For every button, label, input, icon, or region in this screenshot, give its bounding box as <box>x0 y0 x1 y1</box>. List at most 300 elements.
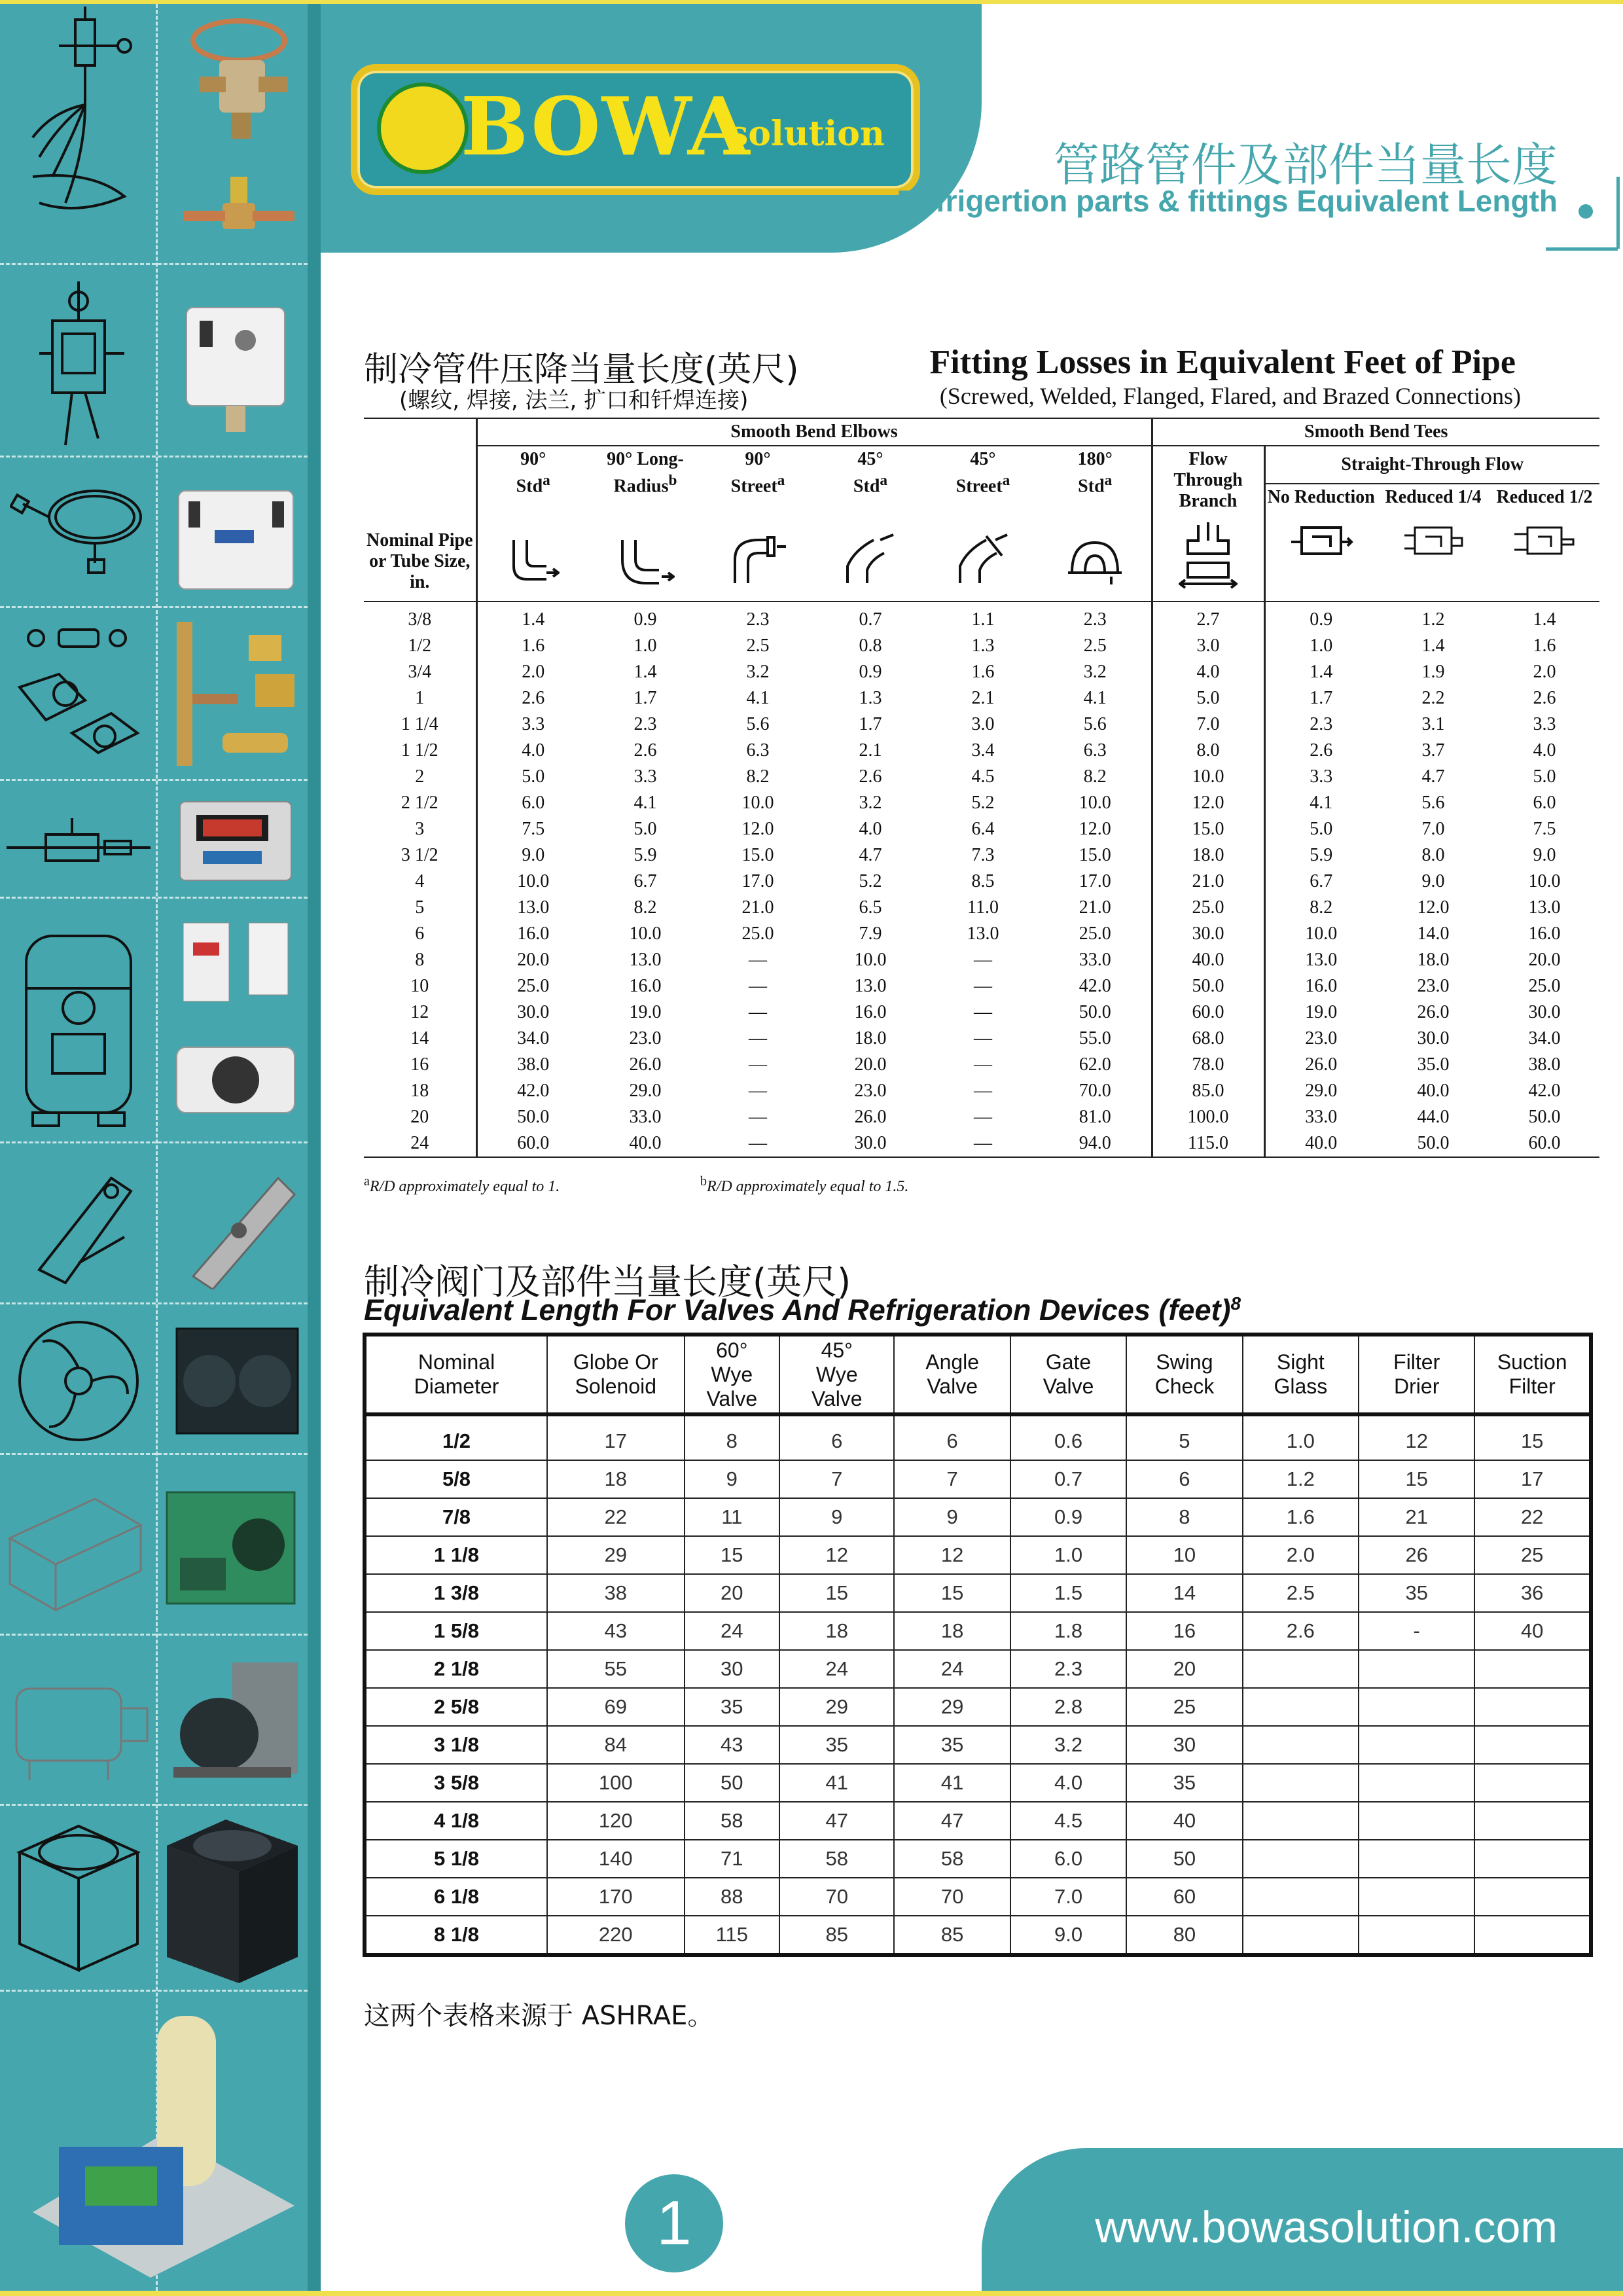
metal-hinge-photo <box>173 1158 298 1289</box>
value-cell: 8.2 <box>746 766 770 787</box>
value-cell: — <box>749 976 767 996</box>
pressure-switch-drawing <box>26 281 131 452</box>
elbow-45-std-icon <box>841 533 900 586</box>
valves-col-header: Globe Or Solenoid <box>547 1335 684 1414</box>
value-cell <box>1243 1726 1359 1764</box>
value-cell: 17.0 <box>741 871 774 891</box>
value-cell: 1.6 <box>1533 636 1556 656</box>
air-handler-drawing <box>3 1486 147 1617</box>
value-cell: — <box>974 1002 992 1022</box>
value-cell: 21.0 <box>1152 869 1264 895</box>
footnote-b: $^b$R/D approximately equal to 1.5. <box>700 1174 909 1195</box>
value-cell: 30.0 <box>1528 1002 1561 1022</box>
fittings-subtitle-en: (Screwed, Welded, Flanged, Flared, and Brazed Connections) <box>939 383 1521 409</box>
value-cell: 25.0 <box>741 924 774 944</box>
value-cell: 5.2 <box>971 793 995 813</box>
value-cell: 30 <box>685 1650 780 1688</box>
value-cell: 0.6 <box>1010 1414 1126 1460</box>
value-cell: 23.0 <box>854 1081 887 1101</box>
value-cell: 2.2 <box>1421 688 1445 708</box>
value-cell: 4.0 <box>859 819 882 839</box>
value-cell: 1.3 <box>859 688 882 708</box>
value-cell: 120 <box>547 1802 684 1840</box>
value-cell <box>1243 1802 1359 1840</box>
value-cell: 20 <box>685 1574 780 1612</box>
value-cell: 1.6 <box>476 633 589 659</box>
value-cell: 220 <box>547 1916 684 1955</box>
group-straight-through-flow: Straight-Through Flow <box>1264 446 1599 484</box>
value-cell: 40.0 <box>1264 1130 1377 1157</box>
diameter-cell: 6 1/8 <box>365 1878 547 1916</box>
value-cell: 12.0 <box>1079 819 1111 839</box>
value-cell: — <box>749 1107 767 1127</box>
value-cell: 58 <box>685 1802 780 1840</box>
thermal-expansion-valve-photo <box>180 14 298 145</box>
corner-decoration <box>1546 247 1618 251</box>
value-cell: 20 <box>1126 1650 1242 1688</box>
value-cell: 2.6 <box>1533 688 1556 708</box>
size-cell: 8 <box>415 950 425 970</box>
outdoor-unit-drawing <box>7 1813 144 1977</box>
diameter-cell: 5 1/8 <box>365 1840 547 1878</box>
value-cell: 10 <box>1126 1536 1242 1574</box>
value-cell: 60.0 <box>1152 999 1264 1026</box>
value-cell: 13.0 <box>1264 947 1377 973</box>
sidebar-edge <box>308 4 321 2291</box>
value-cell: 19.0 <box>1264 999 1377 1026</box>
value-cell: 2.8 <box>1010 1688 1126 1726</box>
table-row <box>364 895 1599 921</box>
size-cell: 3/4 <box>408 662 432 682</box>
value-cell: - <box>1359 1612 1474 1650</box>
value-cell: 47 <box>894 1802 1010 1840</box>
value-cell: 58 <box>779 1840 894 1878</box>
value-cell: 1.4 <box>476 601 589 633</box>
value-cell: 4.5 <box>971 766 995 787</box>
value-cell: 40.0 <box>629 1133 662 1153</box>
logo-text: BOWA <box>461 79 751 173</box>
value-cell: 40 <box>1126 1802 1242 1840</box>
value-cell: 70.0 <box>1079 1081 1111 1101</box>
condenser-coil-photo <box>173 1322 301 1440</box>
value-cell: 25.0 <box>1152 895 1264 921</box>
value-cell: 6 <box>779 1414 894 1460</box>
table-row <box>364 738 1599 764</box>
valves-col-header: 60° Wye Valve <box>685 1335 780 1414</box>
value-cell: 1.4 <box>1421 636 1445 656</box>
footnote-a: $^a$R/D approximately equal to 1. <box>364 1174 560 1195</box>
value-cell: 12 <box>894 1536 1010 1574</box>
table-row <box>364 1130 1599 1157</box>
elbow-90-std-icon <box>507 533 560 586</box>
value-cell: 2.5 <box>746 636 770 656</box>
value-cell: 22 <box>547 1498 684 1536</box>
value-cell: 15 <box>779 1574 894 1612</box>
value-cell: 9.0 <box>1010 1916 1126 1955</box>
value-cell <box>1243 1840 1359 1878</box>
value-cell: 42.0 <box>1079 976 1111 996</box>
value-cell <box>1474 1726 1591 1764</box>
value-cell: 11.0 <box>967 897 999 918</box>
value-cell: 11 <box>685 1498 780 1536</box>
diameter-cell: 4 1/8 <box>365 1802 547 1840</box>
tee-no-reduction-icon <box>1289 521 1354 560</box>
sidebar-divider <box>0 779 308 781</box>
value-cell: 100.0 <box>1152 1104 1264 1130</box>
value-cell: 42.0 <box>476 1078 589 1104</box>
col-45-std: 45° Std$^a$ <box>814 446 927 601</box>
size-cell: 6 <box>415 924 425 944</box>
value-cell: 1.7 <box>859 714 882 734</box>
value-cell: 22 <box>1474 1498 1591 1536</box>
value-cell: 3.4 <box>971 740 995 761</box>
value-cell: 19.0 <box>629 1002 662 1022</box>
value-cell: 13.0 <box>629 950 662 970</box>
value-cell: — <box>749 1133 767 1153</box>
group-smooth-bend-elbows: Smooth Bend Elbows <box>476 418 1152 446</box>
tee-reduced-half-icon <box>1512 521 1577 560</box>
value-cell: 1.2 <box>1243 1460 1359 1498</box>
col-reduced-half: Reduced 1/2 <box>1489 484 1599 601</box>
value-cell: 55 <box>547 1650 684 1688</box>
table-row <box>364 973 1599 999</box>
value-cell: 35 <box>685 1688 780 1726</box>
value-cell: 35 <box>1359 1574 1474 1612</box>
value-cell: 68.0 <box>1152 1026 1264 1052</box>
value-cell: 78.0 <box>1152 1052 1264 1078</box>
value-cell: 18.0 <box>854 1028 887 1049</box>
valves-col-header: Swing Check <box>1126 1335 1242 1414</box>
size-cell: 1 1/2 <box>401 740 438 761</box>
value-cell <box>1359 1650 1474 1688</box>
value-cell: 1.4 <box>1264 659 1377 685</box>
value-cell: 70 <box>894 1878 1010 1916</box>
size-cell: 3 1/2 <box>401 845 438 865</box>
value-cell: 33.0 <box>1264 1104 1377 1130</box>
source-note: 这两个表格来源于 ASHRAE。 <box>364 2001 714 2031</box>
value-cell: — <box>749 1028 767 1049</box>
value-cell: 6.4 <box>971 819 995 839</box>
value-cell: 2.3 <box>1010 1650 1126 1688</box>
valves-col-header: Angle Valve <box>894 1335 1010 1414</box>
value-cell: 16.0 <box>476 921 589 947</box>
value-cell: — <box>974 1107 992 1127</box>
tee-branch-flow-icon <box>1179 521 1238 593</box>
diameter-cell: 5/8 <box>365 1460 547 1498</box>
value-cell: 5.0 <box>633 819 657 839</box>
value-cell: 14 <box>1126 1574 1242 1612</box>
value-cell: 10.0 <box>476 869 589 895</box>
value-cell: 140 <box>547 1840 684 1878</box>
value-cell: 12.0 <box>1152 790 1264 816</box>
value-cell: 6.7 <box>633 871 657 891</box>
value-cell: 5.6 <box>1083 714 1107 734</box>
value-cell: 8.2 <box>1083 766 1107 787</box>
value-cell: 9 <box>894 1498 1010 1536</box>
valves-col-header: Gate Valve <box>1010 1335 1126 1414</box>
table-row <box>365 1878 1591 1916</box>
value-cell: 12.0 <box>1417 897 1450 918</box>
value-cell: 0.9 <box>1264 601 1377 633</box>
value-cell <box>1243 1916 1359 1955</box>
value-cell: 35 <box>779 1726 894 1764</box>
value-cell: 15 <box>1359 1460 1474 1498</box>
value-cell: 6.5 <box>859 897 882 918</box>
value-cell: 33.0 <box>629 1107 662 1127</box>
valves-title-cn: 制冷阀门及部件当量长度(英尺) <box>364 1261 851 1302</box>
value-cell: 81.0 <box>1079 1107 1111 1127</box>
table-row <box>364 633 1599 659</box>
value-cell: 34.0 <box>1528 1028 1561 1049</box>
page-number: 1 <box>625 2174 723 2272</box>
valves-col-header: Suction Filter <box>1474 1335 1591 1414</box>
col-180-std: 180° Std$^a$ <box>1039 446 1152 601</box>
value-cell: 1.0 <box>1264 633 1377 659</box>
value-cell <box>1359 1916 1474 1955</box>
value-cell: 4.0 <box>476 738 589 764</box>
value-cell: 41 <box>894 1764 1010 1802</box>
value-cell: 40.0 <box>1152 947 1264 973</box>
value-cell: 84 <box>547 1726 684 1764</box>
size-cell: 4 <box>415 871 425 891</box>
table-row <box>365 1498 1591 1536</box>
value-cell <box>1474 1878 1591 1916</box>
valves-table-header <box>365 1335 1591 1414</box>
fittings-title-cn: 制冷管件压降当量长度(英尺) <box>364 350 799 389</box>
value-cell <box>1243 1764 1359 1802</box>
value-cell: 4.1 <box>746 688 770 708</box>
size-cell: 1 1/4 <box>401 714 438 734</box>
elbow-90-long-icon <box>616 533 675 586</box>
value-cell: 60.0 <box>476 1130 589 1157</box>
value-cell: 30 <box>1126 1726 1242 1764</box>
value-cell: 1.7 <box>1264 685 1377 711</box>
value-cell: 1.0 <box>1243 1414 1359 1460</box>
value-cell: 3.2 <box>1010 1726 1126 1764</box>
value-cell: 8.0 <box>1152 738 1264 764</box>
value-cell: 15 <box>894 1574 1010 1612</box>
sidebar-divider <box>0 456 308 457</box>
condensing-unit-photo <box>160 1479 301 1620</box>
value-cell: 4.1 <box>633 793 657 813</box>
value-cell: 25 <box>1474 1536 1591 1574</box>
value-cell: 15.0 <box>1079 845 1111 865</box>
size-cell: 1 <box>415 688 425 708</box>
value-cell: 0.7 <box>1010 1460 1126 1498</box>
value-cell: 4.0 <box>1152 659 1264 685</box>
value-cell: 58 <box>894 1840 1010 1878</box>
size-cell: 12 <box>410 1002 429 1022</box>
table-row <box>365 1612 1591 1650</box>
value-cell: 29 <box>547 1536 684 1574</box>
value-cell: 3.3 <box>633 766 657 787</box>
value-cell <box>1474 1916 1591 1955</box>
fittings-table <box>364 418 1599 1158</box>
table-row <box>365 1688 1591 1726</box>
value-cell: 50.0 <box>476 1104 589 1130</box>
value-cell: 5.0 <box>1533 766 1556 787</box>
value-cell: 2.1 <box>971 688 995 708</box>
value-cell: — <box>974 1133 992 1153</box>
value-cell: 16 <box>1126 1612 1242 1650</box>
valves-title-en: Equivalent Length For Valves And Refrigeration Devices (feet)$^8$ <box>364 1293 1241 1327</box>
value-cell: — <box>749 1081 767 1101</box>
value-cell: 4.0 <box>1533 740 1556 761</box>
chiller-unit-photo <box>160 1806 301 1983</box>
value-cell: 6.0 <box>1010 1840 1126 1878</box>
value-cell: 10.0 <box>1264 921 1377 947</box>
value-cell: 38.0 <box>1528 1054 1561 1075</box>
value-cell: 5.0 <box>476 764 589 790</box>
value-cell: 2.3 <box>1083 609 1107 630</box>
value-cell: 7.0 <box>1152 711 1264 738</box>
value-cell: 7.0 <box>1421 819 1445 839</box>
value-cell: 17.0 <box>1079 871 1111 891</box>
value-cell: 1.0 <box>633 636 657 656</box>
value-cell <box>1474 1764 1591 1802</box>
value-cell: 2.3 <box>746 609 770 630</box>
value-cell: 5.2 <box>859 871 882 891</box>
table-row <box>364 921 1599 947</box>
value-cell: 6 <box>1126 1460 1242 1498</box>
value-cell <box>1243 1688 1359 1726</box>
value-cell: 23.0 <box>1264 1026 1377 1052</box>
valves-col-header: 45° Wye Valve <box>779 1335 894 1414</box>
value-cell: 71 <box>685 1840 780 1878</box>
value-cell <box>1474 1688 1591 1726</box>
value-cell: 2.7 <box>1152 601 1264 633</box>
value-cell: 8.2 <box>633 897 657 918</box>
ball-valve-drawing <box>7 812 151 877</box>
value-cell: 1.4 <box>1533 609 1556 630</box>
value-cell: 21 <box>1359 1498 1474 1536</box>
table-row <box>364 1026 1599 1052</box>
diameter-cell: 2 1/8 <box>365 1650 547 1688</box>
value-cell: 35 <box>1126 1764 1242 1802</box>
sidebar-divider <box>0 606 308 608</box>
value-cell: 3.0 <box>1152 633 1264 659</box>
value-cell: 2.0 <box>476 659 589 685</box>
value-cell: 10.0 <box>629 924 662 944</box>
value-cell: 0.9 <box>633 609 657 630</box>
value-cell: 2.3 <box>1264 711 1377 738</box>
table-row <box>364 764 1599 790</box>
table-row <box>365 1764 1591 1802</box>
value-cell: 36 <box>1474 1574 1591 1612</box>
value-cell: 3.0 <box>971 714 995 734</box>
value-cell: — <box>974 1054 992 1075</box>
value-cell: 115 <box>685 1916 780 1955</box>
value-cell: 55.0 <box>1079 1028 1111 1049</box>
col-no-reduction: No Reduction <box>1264 484 1377 601</box>
value-cell: 10.0 <box>854 950 887 970</box>
value-cell <box>1474 1650 1591 1688</box>
value-cell: 40 <box>1474 1612 1591 1650</box>
value-cell: 23.0 <box>1417 976 1450 996</box>
table-row <box>365 1574 1591 1612</box>
value-cell: 10.0 <box>1528 871 1561 891</box>
value-cell: 1.8 <box>1010 1612 1126 1650</box>
value-cell: 18 <box>779 1612 894 1650</box>
value-cell: 7.5 <box>1533 819 1556 839</box>
table-row <box>364 816 1599 842</box>
sidebar-divider <box>0 897 308 899</box>
website-url: www.bowasolution.com <box>1095 2202 1558 2252</box>
value-cell: 4.5 <box>1010 1802 1126 1840</box>
table-row <box>364 1052 1599 1078</box>
value-cell: 25 <box>1126 1688 1242 1726</box>
value-cell: — <box>974 950 992 970</box>
value-cell: 9 <box>779 1498 894 1536</box>
value-cell: 50 <box>1126 1840 1242 1878</box>
value-cell: 13.0 <box>967 924 999 944</box>
value-cell: 7.0 <box>1010 1878 1126 1916</box>
fittings-title-en: Fitting Losses in Equivalent Feet of Pipe <box>929 344 1516 381</box>
pressure-control-photo <box>180 301 291 439</box>
sidebar-divider <box>0 1990 308 1992</box>
value-cell: 47 <box>779 1802 894 1840</box>
value-cell: 26.0 <box>1264 1052 1377 1078</box>
table-row <box>364 842 1599 869</box>
value-cell: 15 <box>685 1536 780 1574</box>
sidebar-divider <box>0 1453 308 1455</box>
value-cell: 50 <box>685 1764 780 1802</box>
value-cell: 9.0 <box>476 842 589 869</box>
value-cell: 6.0 <box>476 790 589 816</box>
value-cell: 26 <box>1359 1536 1474 1574</box>
value-cell: 2.6 <box>633 740 657 761</box>
value-cell: 2.0 <box>1243 1536 1359 1574</box>
table-row <box>364 711 1599 738</box>
value-cell: 115.0 <box>1152 1130 1264 1157</box>
value-cell: — <box>974 976 992 996</box>
value-cell: 1.5 <box>1010 1574 1126 1612</box>
valves-col-header: Filter Drier <box>1359 1335 1474 1414</box>
value-cell: 50.0 <box>1152 973 1264 999</box>
value-cell: 10.0 <box>1152 764 1264 790</box>
value-cell: 85.0 <box>1152 1078 1264 1104</box>
value-cell: 8.0 <box>1421 845 1445 865</box>
value-cell: 38 <box>547 1574 684 1612</box>
value-cell: 3.2 <box>859 793 882 813</box>
diameter-cell: 8 1/8 <box>365 1916 547 1955</box>
value-cell: 25.0 <box>476 973 589 999</box>
logo-emblem <box>377 82 469 174</box>
value-cell: 2.6 <box>476 685 589 711</box>
size-cell: 14 <box>410 1028 429 1049</box>
value-cell: 13.0 <box>1528 897 1561 918</box>
value-cell: 12 <box>1359 1414 1474 1460</box>
corner-dot <box>1578 204 1593 219</box>
value-cell: 6.3 <box>746 740 770 761</box>
value-cell: 4.0 <box>1010 1764 1126 1802</box>
value-cell: 10.0 <box>1079 793 1111 813</box>
value-cell: 30.0 <box>1152 921 1264 947</box>
value-cell: 6.7 <box>1264 869 1377 895</box>
sidebar-divider <box>0 263 308 265</box>
value-cell: 7 <box>779 1460 894 1498</box>
col-90-std: 90° Std$^a$ <box>476 446 589 601</box>
value-cell: 16.0 <box>1264 973 1377 999</box>
size-cell: 10 <box>410 976 429 996</box>
expansion-valve-drawing <box>13 7 144 223</box>
value-cell: 17 <box>1474 1460 1591 1498</box>
value-cell: 15 <box>1474 1414 1591 1460</box>
col-45-street: 45° Street$^a$ <box>927 446 1039 601</box>
value-cell: 33.0 <box>1079 950 1111 970</box>
value-cell: 1.2 <box>1421 609 1445 630</box>
fittings-subtitle-cn: (螺纹, 焊接, 法兰, 扩口和钎焊连接) <box>399 387 749 414</box>
